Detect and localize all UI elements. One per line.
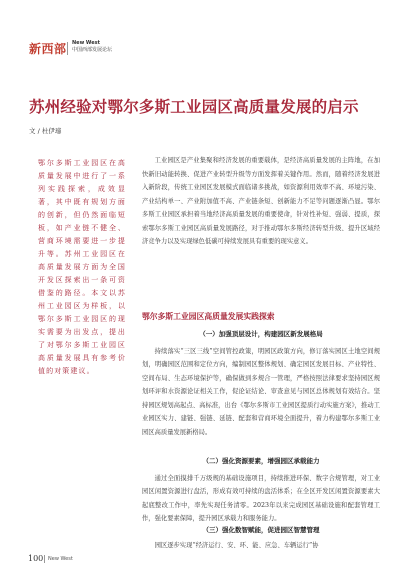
- brand-logo: 新西部: [29, 42, 67, 56]
- subsection-2-title: （二）强化资源要素，增强园区承载能力: [202, 457, 320, 465]
- brand-english-line2: 中国西部发展论坛: [72, 47, 113, 53]
- brand-english: [72, 40, 112, 54]
- section-heading: 鄂尔多斯工业园区高质量发展实践探索: [142, 312, 275, 321]
- intro-text: 工业园区是产业集聚和经济发展的重要载体，是经济高质量发展的主阵地，在加快新旧动能转换、促进产业转型升级等方面发挥着关键作用。然而，随着经济发展进入新阶段，传统工业园区发展模式面临诸多挑战，如资源利用效率不高、环境污染、产业结构单一、产业附加值不高、产业链条短、创新能力不足等问题逐渐凸显。鄂尔多斯工业园区承担着当地经济高质量发展的重要使命，针对性补短、强弱、提质，探索鄂尔多斯工业园区高质量发展路径，对于推动鄂尔多斯经济转型升级、提升区域经济竞争力以及实现绿色低碳可持续发展具有重要的现实意义。: [142, 157, 380, 245]
- footer-divider: [44, 555, 45, 563]
- masthead-divider: [67, 42, 68, 55]
- subsection-2: [142, 455, 380, 526]
- brand-english-line1: New West: [72, 40, 101, 46]
- abstract-aside: 鄂尔多斯工业园区在高质量发展中进行了一系列实践探索，成效显著，其中既有规划方面的创新，但仍然面临短板，如产业链不健全、营商环境需要进一步提升等。苏州工业园区在高质量发展方面为全国开发区探索出一条可资借鉴的路径。本文以苏州工业园区为样板，以鄂尔多斯工业园区的现实需要为出发点，提出了对鄂尔多斯工业园区高质量发展具有参考价值的对策建议。: [38, 159, 126, 375]
- article-title: 苏州经验对鄂尔多斯工业园区高质量发展的启示: [29, 97, 359, 116]
- page-number: 100: [28, 554, 44, 563]
- footer-brand: New West: [48, 556, 73, 562]
- subsection-3-text: 园区逐步实现“经济运行、安、环、能、应急、车辆运行”协: [154, 541, 319, 549]
- intro-paragraph: [142, 154, 380, 249]
- subsection-3-title: （三）强化数智赋能，促进园区智慧管理: [202, 526, 320, 534]
- subsection-1-text: 持续落实“三区三线”空间管控政策，明园区政策方向，修订落实园区土地空间规划，明确园区范围和定位方向，编制园区整体规划、确定园区发展目标、产业特性、空间布局、生态环境保护等，确保做到多规合一管理，严格按照法律要求坚持园区规划环评和水资源论证相关工作，促论证结论、审查意见与园区总体规划有效结合。坚持园区规划高起点、高标准，出台《鄂尔多斯市工业园区提质行动实施方案》，推动工业园区实力、建链、强链、延链、配套和营商环境全面提升，着力构建鄂尔多斯工业园区高质量发展新格局。: [142, 347, 380, 436]
- byline: 文 / 杜伊璿: [29, 127, 62, 135]
- subsection-1: [142, 328, 380, 439]
- subsection-1-title: （一）加强顶层设计，构建园区新发展格局: [199, 330, 323, 338]
- subsection-3: [142, 524, 380, 552]
- subsection-2-text: 通过全面摸排千万级规的基础设施项目，持续推进环保、数字合规管理，对工业园区闲置资源进行盘活，形成有效可持续的盘活体系；在全区开发区闲置资源要素大起底整改工作中，率先实现任务清零。2023年以来完成园区基础设施和配套管理工作，强化要素保障，提升园区承载力和服务能力。: [142, 474, 380, 522]
